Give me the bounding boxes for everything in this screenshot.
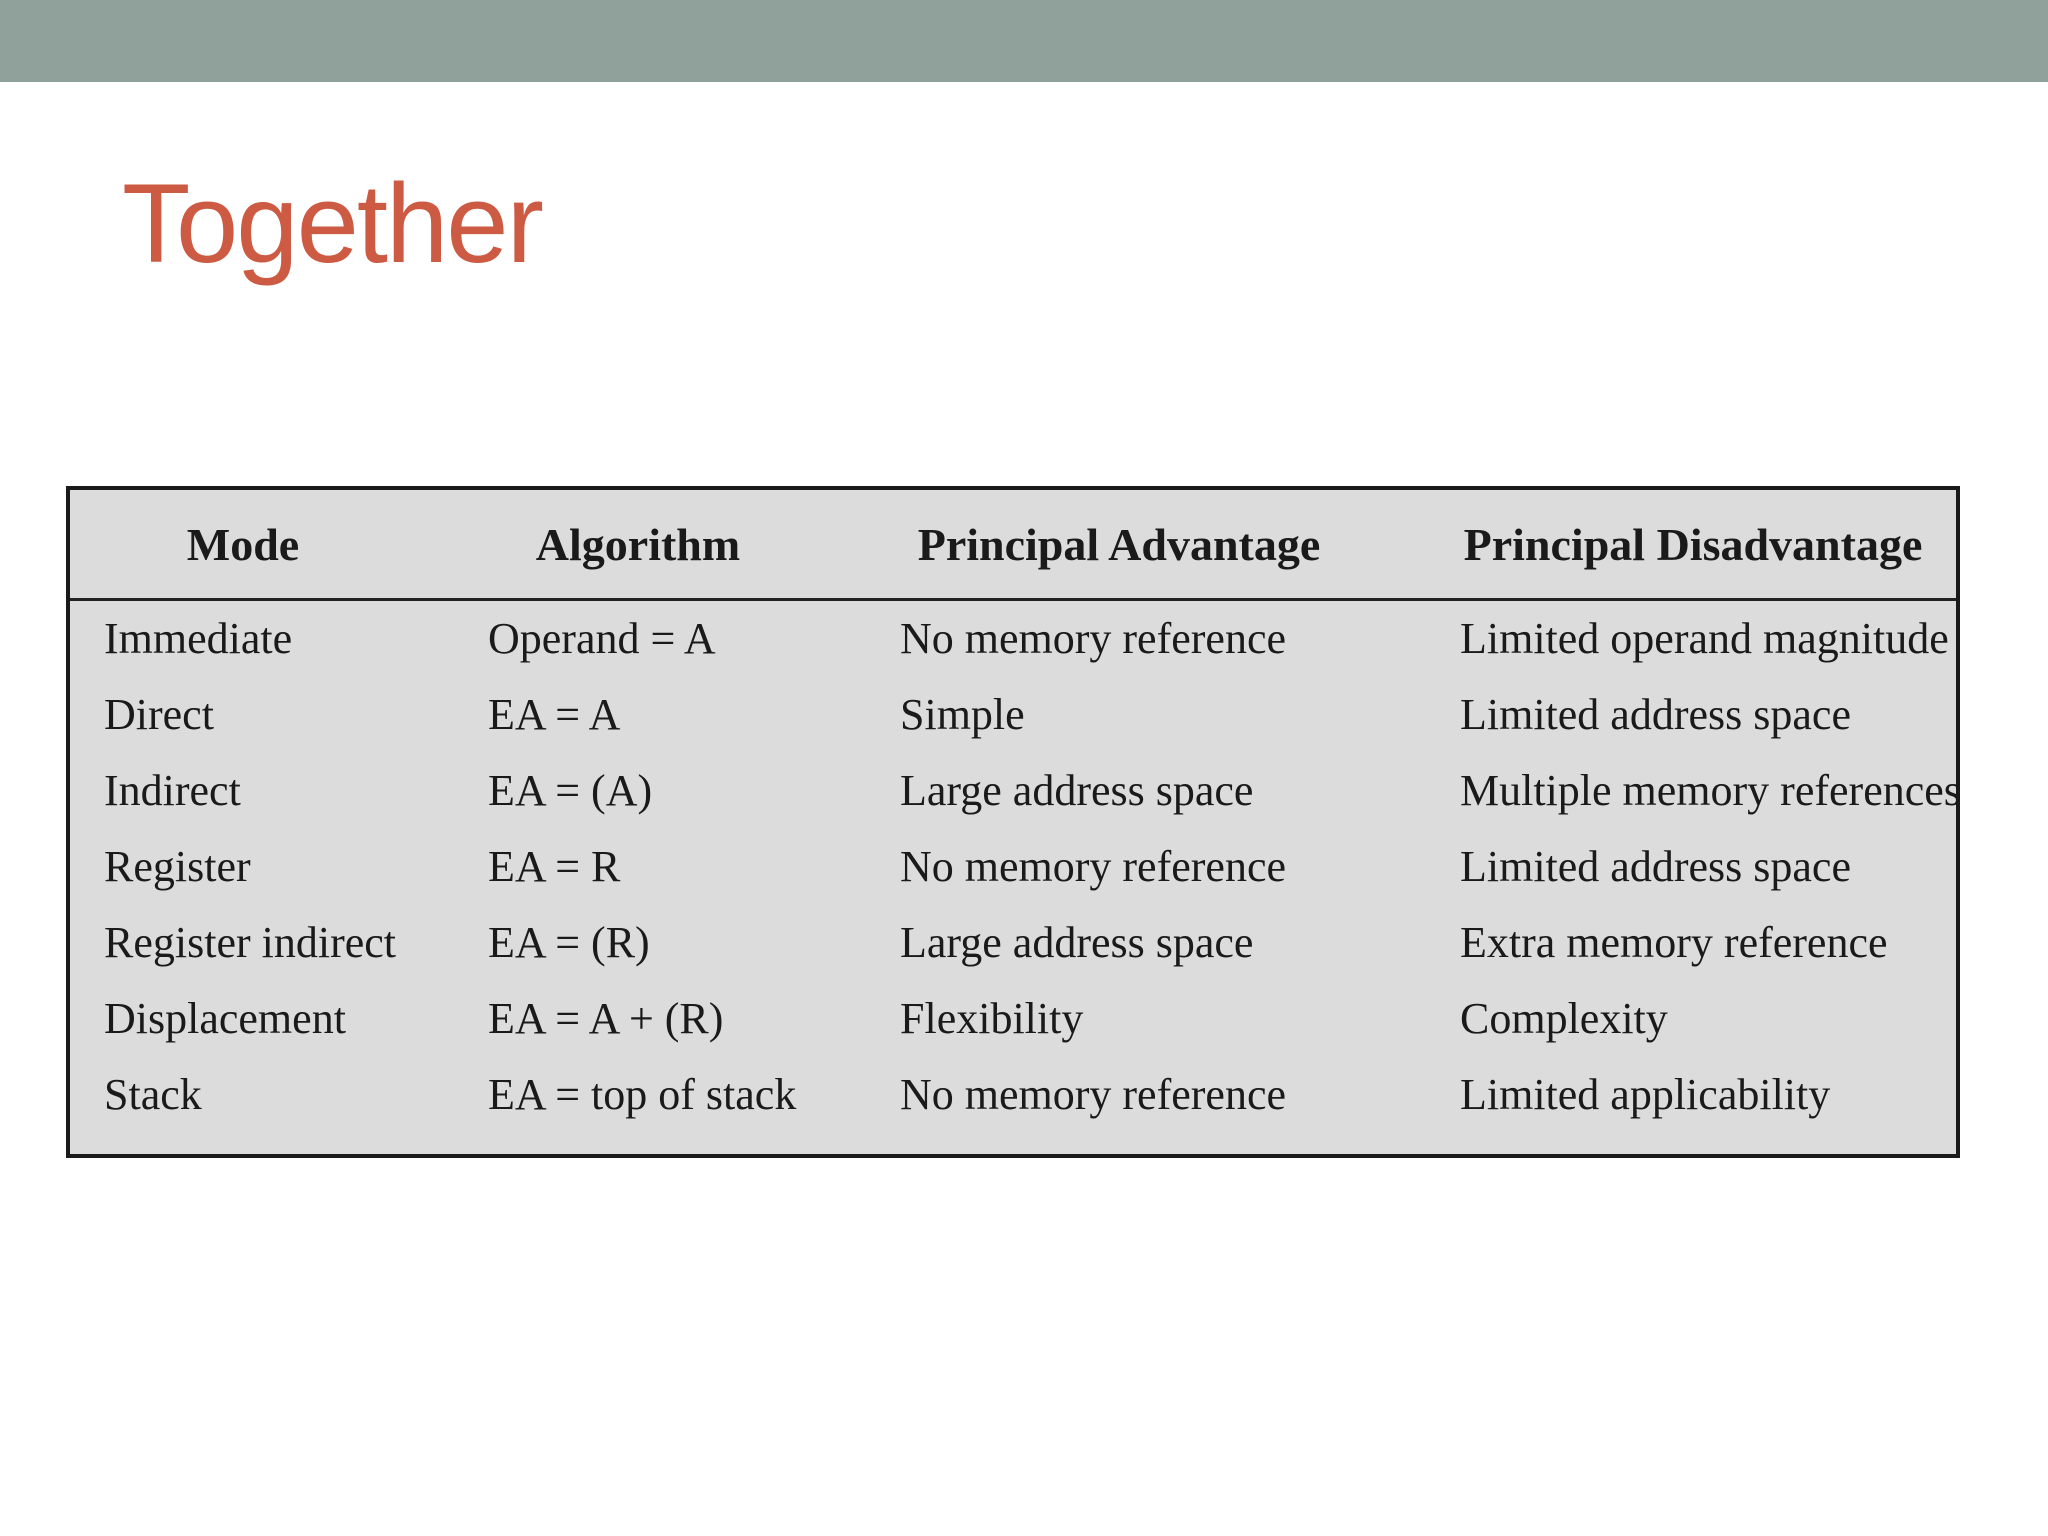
cell-advantage: Flexibility — [900, 994, 1084, 1043]
cell-algorithm: EA = A — [488, 690, 621, 739]
addressing-modes-table — [66, 486, 1960, 1158]
table-row — [70, 601, 1956, 677]
cell-algorithm: EA = top of stack — [488, 1070, 797, 1119]
cell-disadvantage: Multiple memory references — [1460, 766, 1961, 815]
table-row — [70, 905, 1956, 981]
cell-algorithm: EA = A + (R) — [488, 994, 724, 1043]
top-accent-bar — [0, 0, 2048, 82]
header-algorithm: Algorithm — [535, 519, 741, 570]
cell-mode: Indirect — [104, 766, 241, 815]
cell-disadvantage: Limited address space — [1460, 842, 1851, 891]
cell-advantage: No memory reference — [900, 842, 1287, 891]
cell-algorithm: Operand = A — [488, 614, 716, 663]
cell-advantage: No memory reference — [900, 614, 1287, 663]
table-row — [70, 677, 1956, 753]
cell-advantage: Large address space — [900, 766, 1254, 815]
header-principal-advantage: Principal Advantage — [917, 519, 1321, 570]
cell-advantage: Simple — [900, 690, 1025, 739]
cell-disadvantage: Complexity — [1460, 994, 1668, 1043]
cell-algorithm: EA = R — [488, 842, 621, 891]
header-principal-disadvantage: Principal Disadvantage — [1463, 519, 1923, 570]
cell-disadvantage: Limited applicability — [1460, 1070, 1831, 1119]
cell-advantage: Large address space — [900, 918, 1254, 967]
slide-title: Together — [122, 161, 542, 286]
cell-mode: Direct — [104, 690, 214, 739]
cell-mode: Register indirect — [104, 918, 397, 967]
cell-disadvantage: Extra memory reference — [1460, 918, 1888, 967]
table-row — [70, 753, 1961, 829]
cell-mode: Register — [104, 842, 251, 891]
cell-algorithm: EA = (R) — [488, 918, 650, 967]
cell-disadvantage: Limited operand magnitude — [1460, 614, 1949, 663]
cell-algorithm: EA = (A) — [488, 766, 653, 815]
cell-advantage: No memory reference — [900, 1070, 1287, 1119]
table-row — [70, 1057, 1956, 1133]
cell-mode: Stack — [104, 1070, 202, 1119]
cell-mode: Displacement — [104, 994, 346, 1043]
table-row — [70, 981, 1956, 1057]
table-row — [70, 829, 1956, 905]
header-mode: Mode — [186, 519, 300, 570]
cell-disadvantage: Limited address space — [1460, 690, 1851, 739]
cell-mode: Immediate — [104, 614, 293, 663]
table-header-row — [70, 490, 1956, 601]
